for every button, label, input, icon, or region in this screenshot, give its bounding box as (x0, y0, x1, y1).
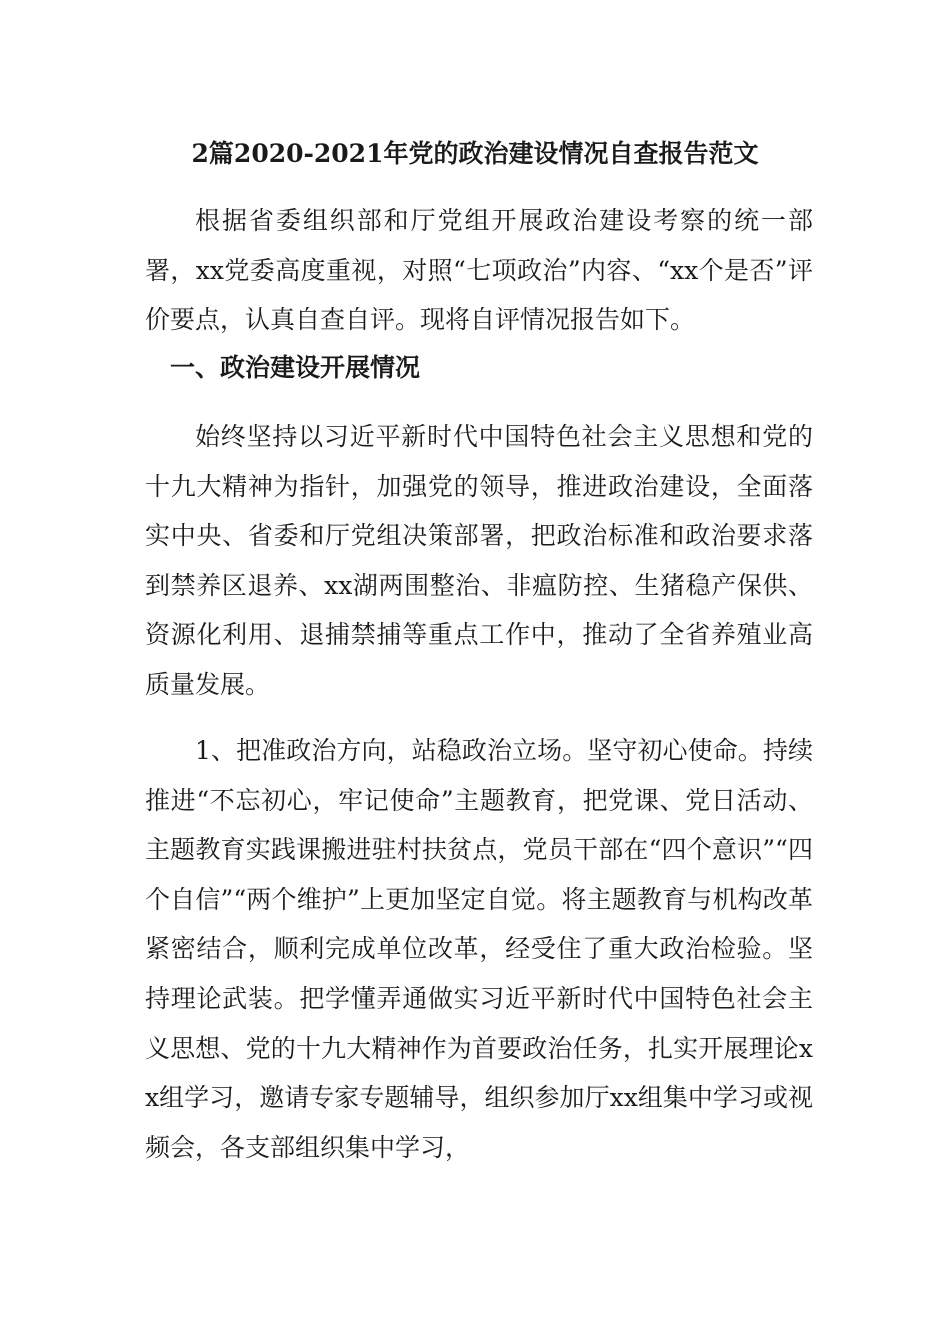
item-paragraph: 1、把准政治方向，站稳政治立场。坚守初心使命。持续推进“不忘初心，牢记使命”主题教育，把党课、党日活动、主题教育实践课搬进驻村扶贫点，党员干部在“四个意识”“四个自信”“两个维护”上更加坚定自觉。将主题教育与机构改革紧密结合，顺利完成单位改革，经受住了重大政治检验。坚持理论武装。把学懂弄通做实习近平新时代中国特色社会主义思想、党的十九大精神作为首要政治任务，扎实开展理论xx组学习，邀请专家专题辅导，组织参加厅xx组集中学习或视频会，各支部组织集中学习， (145, 736, 813, 1162)
document-title: 2篇2020-2021年党的政治建设情况自查报告范文 (191, 139, 759, 168)
intro-paragraph: 根据省委组织部和厅党组开展政治建设考察的统一部署，xx党委高度重视，对照“七项政治”内容、“xx个是否”评价要点，认真自查自评。现将自评情况报告如下。 (145, 206, 813, 335)
section-heading: 一、政治建设开展情况 (170, 353, 421, 382)
section-body-paragraph: 始终坚持以习近平新时代中国特色社会主义思想和党的十九大精神为指针，加强党的领导，推进政治建设，全面落实中央、省委和厅党组决策部署，把政治标准和政治要求落到禁养区退养、xx湖两围整治、非瘟防控、生猪稳产保供、资源化利用、退捕禁捕等重点工作中，推动了全省养殖业高质量发展。 (145, 422, 813, 699)
